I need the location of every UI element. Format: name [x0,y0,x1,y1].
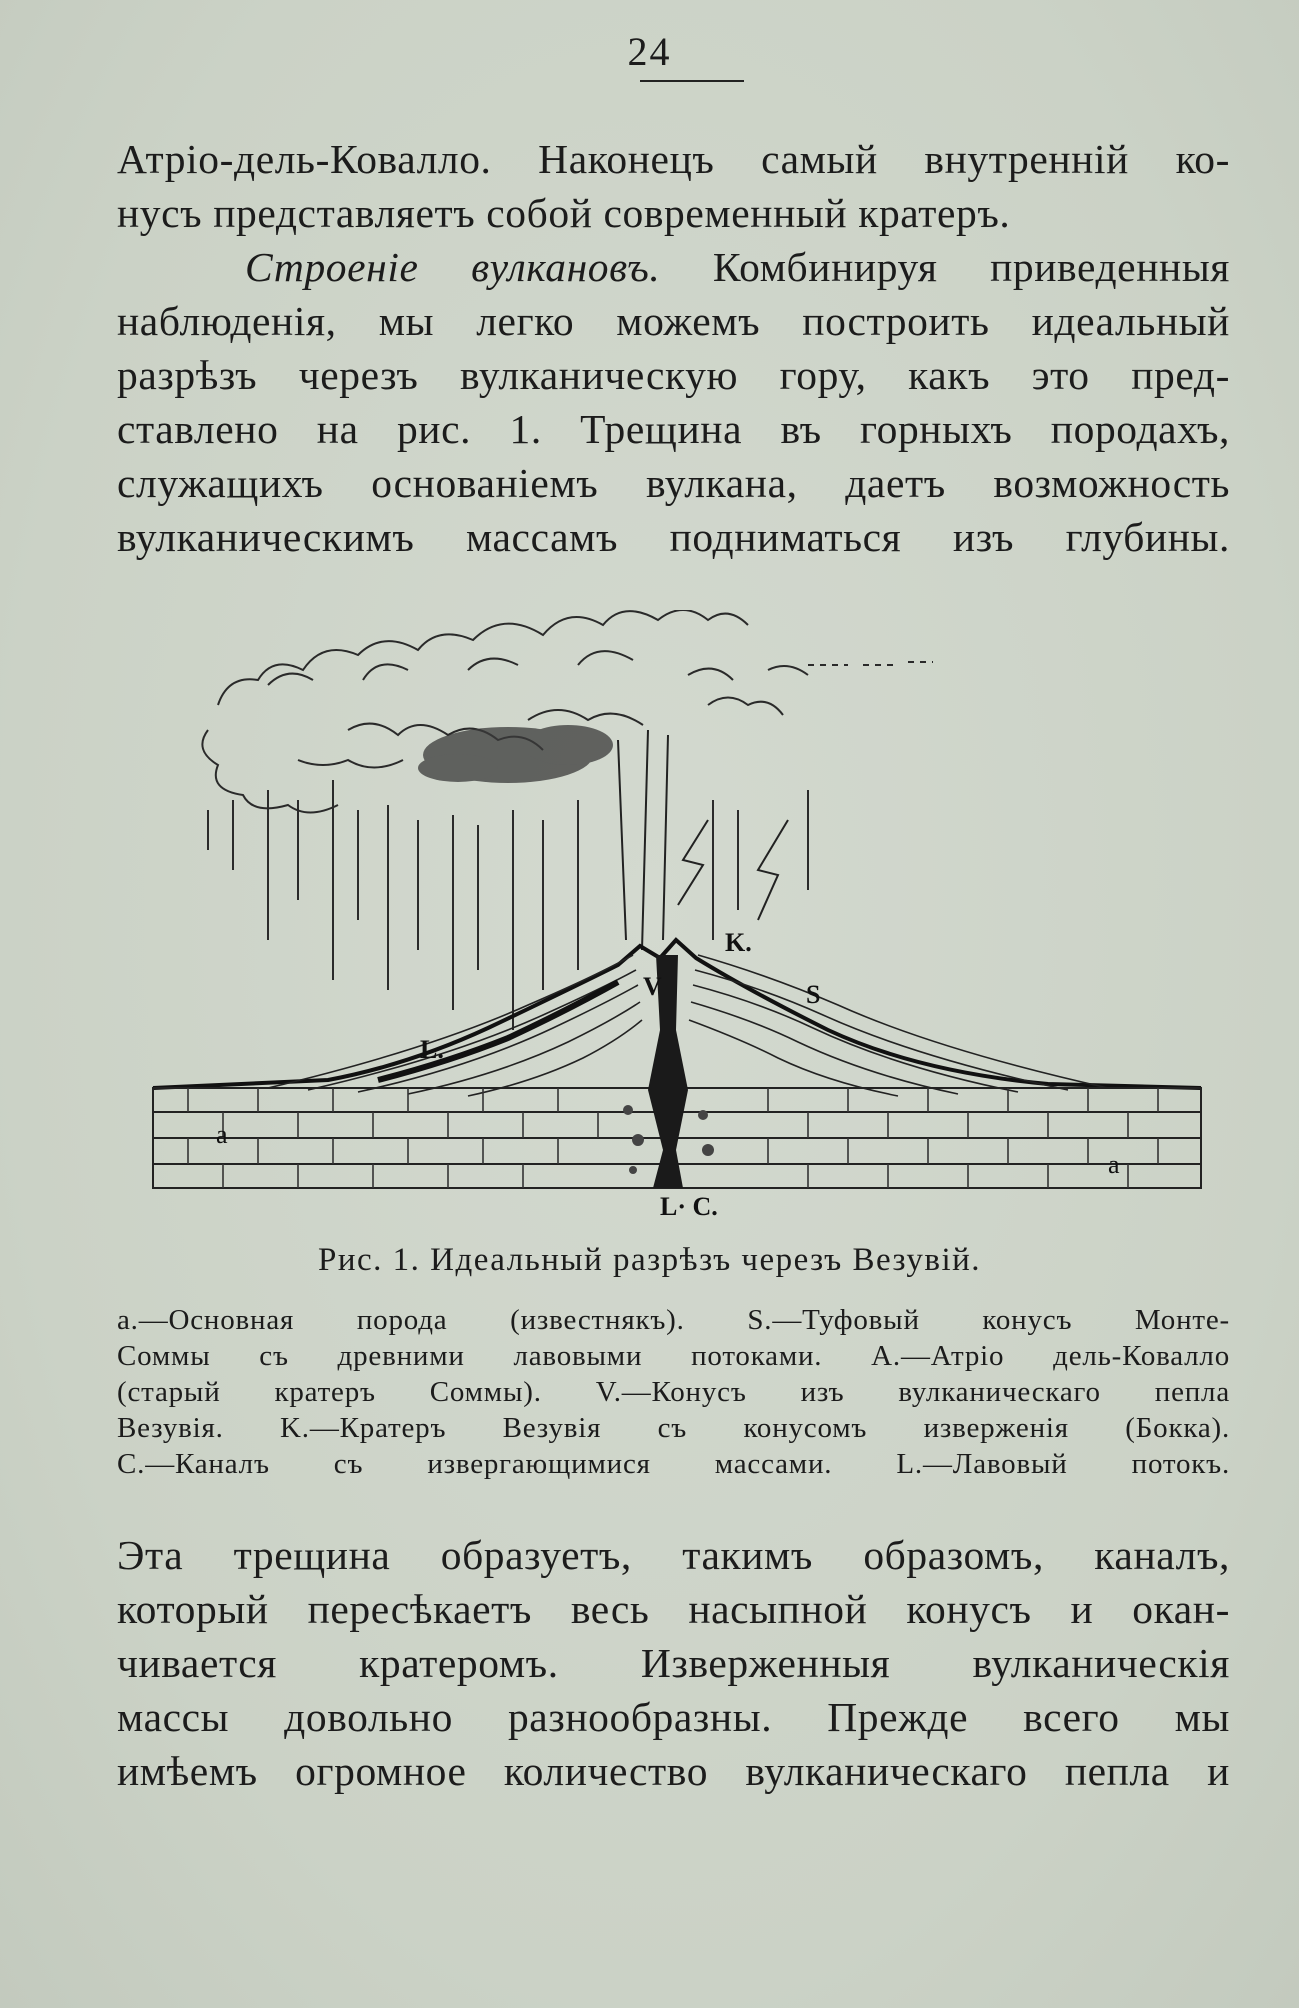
text-line: Атріо-дель-Ковалло. Наконецъ самый внутренній ко- [117,136,1230,182]
text-line: который пересѣкаетъ весь насыпной конусъ и окан- [117,1586,1230,1632]
text-line: имѣемъ огромное количество вулканическаго пепла и [117,1748,1230,1794]
text-line-section-start [117,240,1230,294]
legend-line: a.—Основная порода (известнякъ). S.—Туфовый конусъ Монте- [117,1304,1230,1336]
legend-line: C.—Каналъ съ извергающимися массами. L.—Лавовый потокъ. [117,1448,1230,1480]
figure-label-v: V [643,972,662,1001]
legend-line: Соммы съ древними лавовыми потоками. A.—Атріо дель-Ковалло [117,1340,1230,1372]
figure-label-k: K. [725,928,752,957]
text-line: нусъ представляетъ собой современный кратеръ. [117,190,1011,236]
figure-label-l: L. [420,1035,444,1064]
text-line: массы довольно разнообразны. Прежде всего мы [117,1694,1230,1740]
figure-legend [117,1302,1230,1482]
paragraph-2 [117,1528,1230,1798]
legend-line: (старый кратеръ Соммы). V.—Конусъ изъ вулканическаго пепла [117,1376,1230,1408]
text-line: разрѣзъ черезъ вулканическую гору, какъ это пред- [117,352,1230,398]
figure-label-a-right: a [1108,1150,1120,1179]
page-number-rule [640,80,744,82]
text-line: наблюденія, мы легко можемъ построить идеальный [117,298,1230,344]
figure-label-a-left: a [216,1120,228,1149]
text-line: ставлено на рис. 1. Трещина въ горныхъ породахъ, [117,406,1230,452]
section-heading-italic: Строеніе вулкановъ. [245,244,661,290]
figure-label-s: S [806,980,821,1009]
text-line: вулканическимъ массамъ подниматься изъ глубины. [117,514,1230,560]
page-number: 24 [627,29,672,74]
legend-line: Везувія. K.—Кратеръ Везувія съ конусомъ изверженія (Бокка). [117,1412,1230,1444]
figure-caption-title: Рис. 1. Идеальный разрѣзъ черезъ Везувій. [317,1242,982,1278]
volcano-illustration [148,610,1220,1230]
text-line: Эта трещина образуетъ, такимъ образомъ, каналъ, [117,1532,1230,1578]
text-line: чивается кратеромъ. Изверженныя вулканическія [117,1640,1230,1686]
eruption-cloud [202,610,933,813]
paragraph-1 [117,132,1230,564]
eruption-column [618,730,788,950]
text-line-rest: Комбинируя приведенныя [660,244,1230,290]
volcano-cross-section-figure [148,610,1220,1230]
figure-label-lc: L· C. [660,1192,718,1221]
text-line: служащихъ основаніемъ вулкана, даетъ возможность [117,460,1230,506]
